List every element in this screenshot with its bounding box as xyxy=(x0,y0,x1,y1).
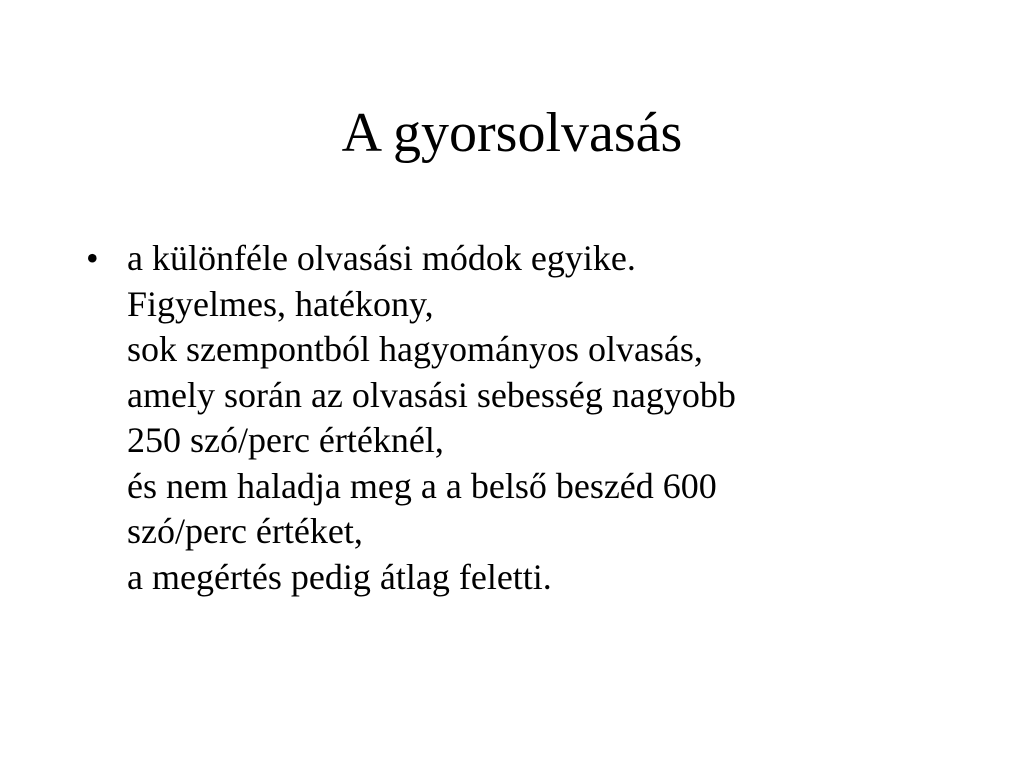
bullet-line: és nem haladja meg a a belső beszéd 600 xyxy=(127,465,717,506)
bullet-line: a különféle olvasási módok egyike. xyxy=(127,238,636,278)
slide-title: A gyorsolvasás xyxy=(341,102,683,164)
bullet-item xyxy=(86,236,966,600)
bullet-icon: • xyxy=(86,238,99,278)
bullet-line: amely során az olvasási sebesség nagyobb xyxy=(127,374,736,415)
bullet-line: a megértés pedig átlag feletti. xyxy=(127,556,552,597)
bullet-line: Figyelmes, hatékony, xyxy=(127,283,434,324)
bullet-line: sok szempontból hagyományos olvasás, xyxy=(127,329,703,369)
bullet-line: 250 szó/perc értéknél, xyxy=(127,420,444,460)
bullet-line: szó/perc értéket, xyxy=(127,511,363,551)
bullet-list xyxy=(86,236,966,600)
